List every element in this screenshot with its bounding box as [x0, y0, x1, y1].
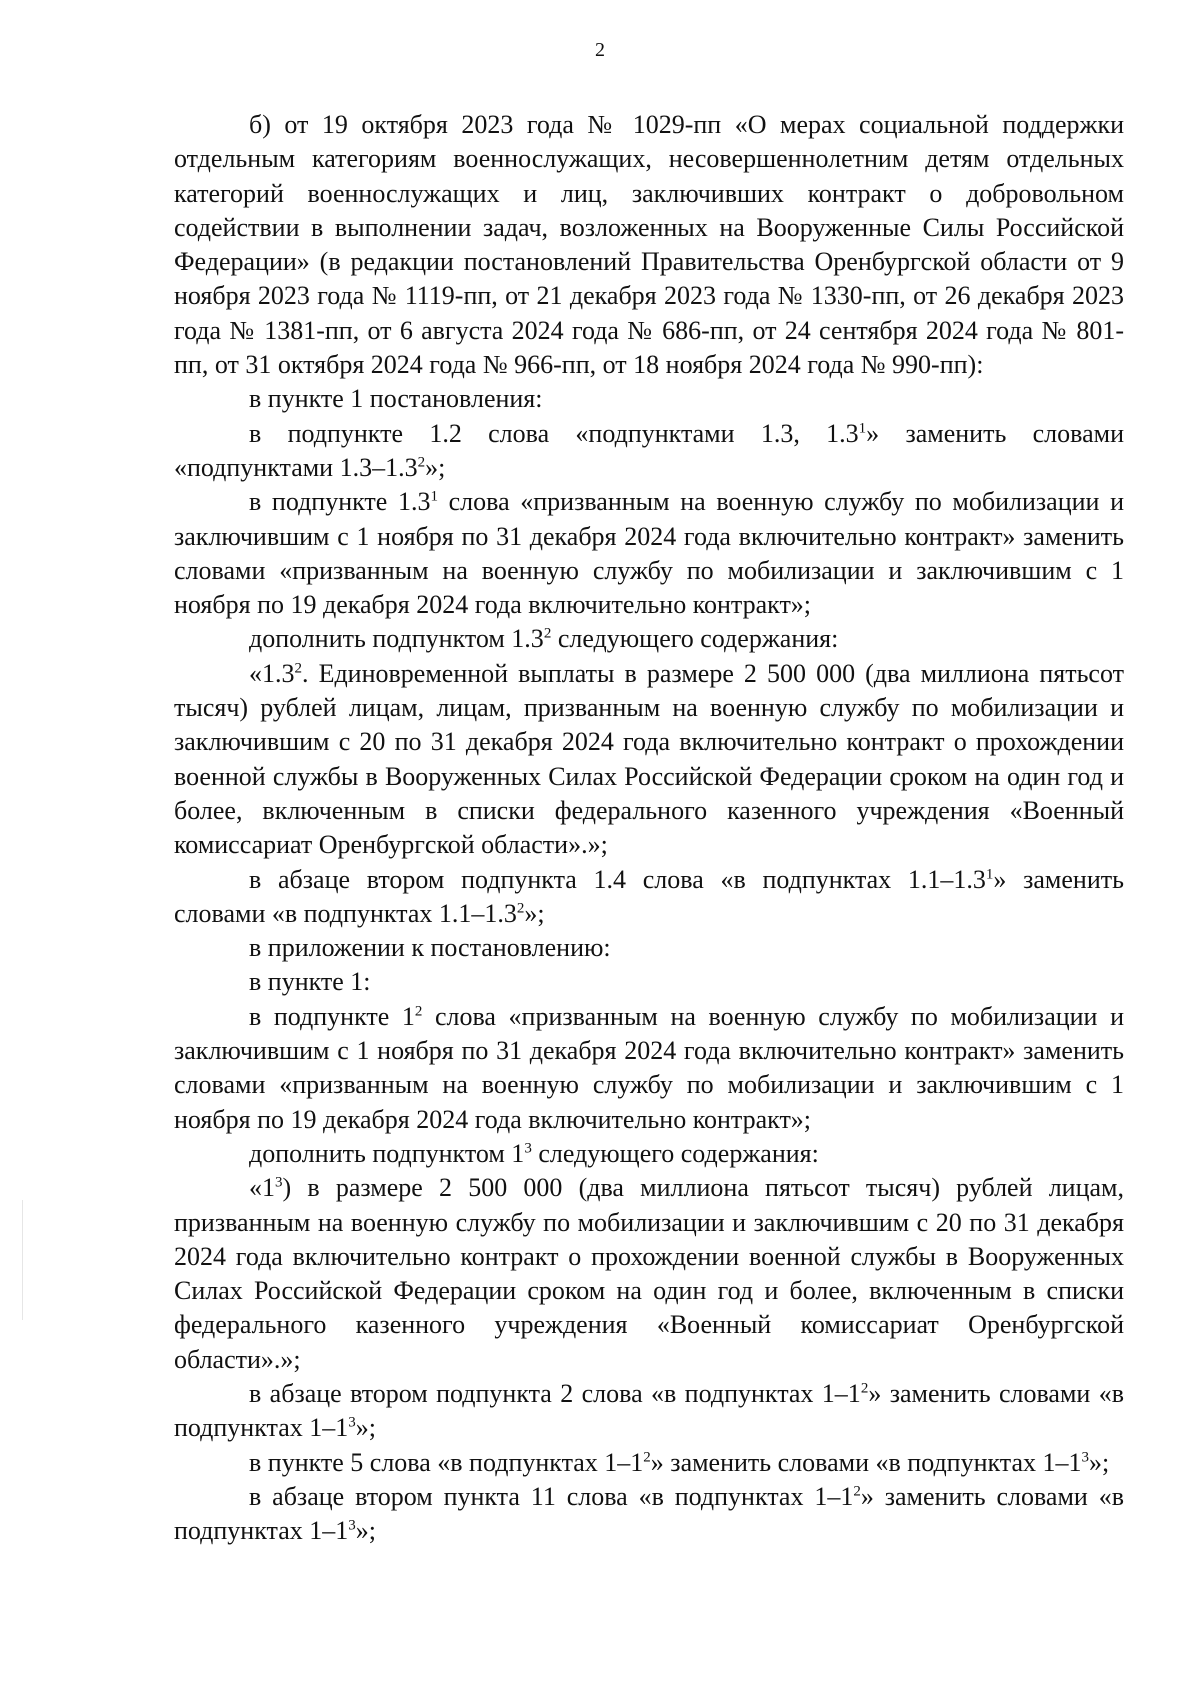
text-run: » заменить словами «в подпунктах 1–1	[650, 1447, 1082, 1477]
superscript-index: 3	[348, 1414, 356, 1431]
text-run: » заменить словами «в подпунктах 1–1	[174, 1481, 1124, 1546]
superscript-index: 3	[1081, 1448, 1090, 1465]
text-run: . Единовременной выплаты в размере 2 500 000 (два миллиона пятьсот тысяч) рублей лицам, лицам, призванным на военную службу по мобилизации и заключившим с 20 по 31 декабря 2024 года включительно контракт о прохождении военной службы в Вооруженных Силах Российской Федерации сроком на один год и более, включенным в списки федерального казенного учреждения «Военный комиссариат Оренбургской области».»;	[174, 658, 1124, 860]
text-run: в пункте 5 слова «в подпунктах 1–1	[249, 1447, 644, 1477]
text-run: дополнить подпунктом 1	[249, 1138, 525, 1168]
text-run: »;	[1089, 1447, 1110, 1477]
superscript-index: 2	[643, 1448, 651, 1465]
paragraph	[174, 108, 1124, 382]
text-run: слова «призванным на военную службу по мобилизации и заключившим с 1 ноября по 31 декабря 2024 года включительно контракт» заменить словами «призванным на военную службу по мобилизации и заключившим с 1 ноября по 19 декабря 2024 года включительно контракт»;	[174, 1001, 1124, 1134]
text-run: » заменить словами «подпунктами 1.3–1.3	[174, 418, 1124, 482]
text-run: в пункте 1 постановления:	[249, 384, 543, 414]
document-body	[174, 108, 1124, 1548]
superscript-index: 2	[414, 1003, 423, 1020]
text-run: в подпункте 1.2 слова «подпунктами 1.3, 1.3	[249, 418, 859, 448]
text-run: б) от 19 октября 2023 года № 1029-пп «О мерах социальной поддержки отдельным категориям военнослужащих, несовершеннолетним детям отдельных категорий военнослужащих и лиц, заключивших контракт о добровольном содействии в выполнении задач, возложенных на Вооруженные Силы Российской Федерации» (в редакции постановлений Правительства Оренбургской области от 9 ноября 2023 года № 1119-пп, от 21 декабря 2023 года № 1330-пп, от 26 декабря 2023 года № 1381-пп, от 6 августа 2024 года № 686-пп, от 24 сентября 2024 года № 801-пп, от 31 октября 2024 года № 966-пп, от 18 ноября 2024 года № 990-пп):	[174, 110, 1124, 380]
text-run: » заменить словами «в подпунктах 1.1–1.3	[174, 864, 1124, 928]
paragraph	[174, 382, 1124, 416]
scan-artifact	[22, 1200, 23, 1320]
text-run: слова «призванным на военную службу по мобилизации и заключившим с 1 ноября по 31 декабря 2024 года включительно контракт» заменить словами «призванным на военную службу по мобилизации и заключившим с 1 ноября по 19 декабря 2024 года включительно контракт»;	[174, 487, 1124, 620]
text-run: «1	[249, 1173, 275, 1203]
paragraph	[174, 622, 1124, 656]
paragraph	[174, 485, 1124, 622]
superscript-index: 1	[858, 420, 867, 437]
paragraph	[174, 1377, 1124, 1446]
paragraph	[174, 931, 1124, 965]
superscript-index: 3	[524, 1140, 532, 1157]
paragraph	[174, 1446, 1124, 1480]
text-run: в подпункте 1.3	[249, 487, 431, 517]
text-run: в пункте 1:	[249, 967, 371, 997]
text-run: » заменить словами «в подпунктах 1–1	[174, 1378, 1124, 1443]
paragraph	[174, 1000, 1124, 1137]
superscript-index: 1	[430, 488, 438, 505]
paragraph	[174, 863, 1124, 932]
text-run: »;	[355, 1413, 376, 1443]
text-run: «1.3	[249, 658, 295, 688]
text-run: дополнить подпунктом 1.3	[249, 624, 544, 654]
text-run: »;	[425, 452, 446, 482]
paragraph	[174, 965, 1124, 999]
text-run: в абзаце втором подпункта 2 слова «в подпунктах 1–1	[249, 1378, 861, 1408]
text-run: следующего содержания:	[531, 1138, 819, 1168]
text-run: »;	[355, 1516, 376, 1546]
paragraph	[174, 1171, 1124, 1377]
text-run: в абзаце втором подпункта 1.4 слова «в подпунктах 1.1–1.3	[249, 864, 986, 894]
paragraph	[174, 417, 1124, 486]
superscript-index: 3	[348, 1517, 356, 1534]
text-run: в абзаце втором пункта 11 слова «в подпунктах 1–1	[249, 1481, 854, 1511]
text-run: следующего содержания:	[551, 624, 839, 654]
text-run: ) в размере 2 500 000 (два миллиона пятьсот тысяч) рублей лицам, призванным на военную службу по мобилизации и заключившим с 20 по 31 декабря 2024 года включительно контракт о прохождении военной службы в Вооруженных Силах Российской Федерации сроком на один год и более, включенным в списки федерального казенного учреждения «Военный комиссариат Оренбургской области».»;	[174, 1173, 1124, 1374]
superscript-index: 3	[275, 1174, 283, 1191]
paragraph	[174, 1137, 1124, 1171]
text-run: в приложении к постановлению:	[249, 933, 611, 963]
text-run: в подпункте 1	[249, 1001, 415, 1031]
paragraph	[174, 1480, 1124, 1549]
superscript-index: 2	[516, 900, 525, 917]
superscript-index: 2	[853, 1483, 861, 1500]
paragraph	[174, 657, 1124, 863]
superscript-index: 2	[294, 660, 302, 677]
page-number: 2	[595, 39, 605, 61]
superscript-index: 2	[543, 625, 552, 642]
superscript-index: 2	[417, 454, 426, 471]
superscript-index: 1	[985, 865, 994, 882]
text-run: »;	[524, 898, 545, 928]
superscript-index: 2	[860, 1380, 869, 1397]
